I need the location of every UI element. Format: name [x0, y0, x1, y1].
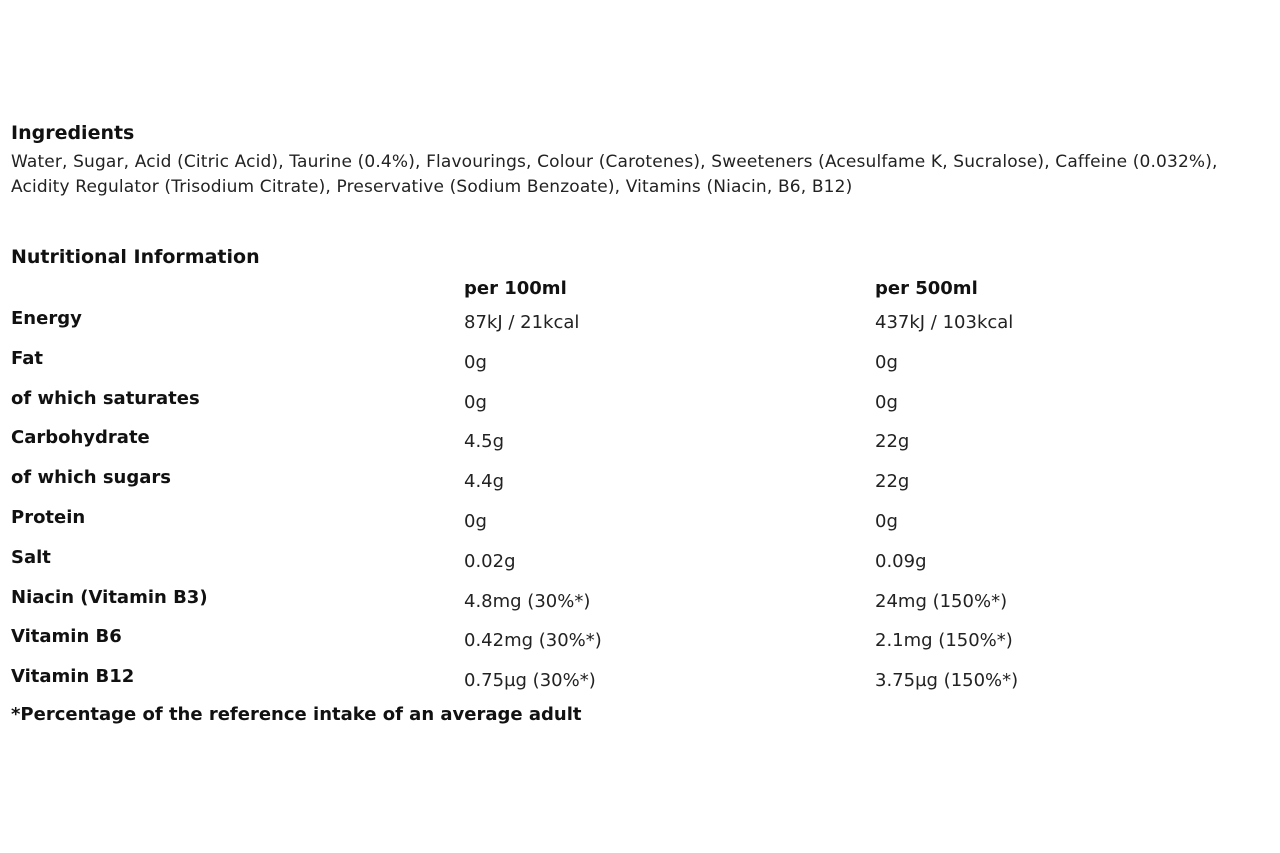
ingredients-text: Water, Sugar, Acid (Citric Acid), Taurine (0.4%), Flavourings, Colour (Carotenes), Sweeteners (Acesulfame K, Sucralose), Caffeine (0.032%), Acidity Regulator (Trisodium Citrate), Preservative (Sodium Benzoate), Vitamins (Niacin, B6, B12): [11, 152, 1218, 197]
nutrition-table-body: [11, 308, 1111, 706]
nutrient-name: Fat: [11, 347, 43, 369]
value-per-500ml: 22g: [875, 471, 910, 493]
value-per-500ml: 22g: [875, 431, 910, 453]
nutrient-name: of which saturates: [11, 387, 200, 409]
value-per-100ml: 4.4g: [464, 471, 505, 493]
product-info-page: [11, 120, 1273, 728]
value-per-100ml: 0g: [464, 391, 487, 413]
nutrient-name: Niacin (Vitamin B3): [11, 586, 208, 608]
table-row: [11, 348, 1111, 388]
nutrition-table-header: [11, 274, 1111, 308]
nutrient-name: Protein: [11, 506, 86, 528]
table-row: [11, 388, 1111, 428]
value-per-100ml: 4.8mg (30%*): [464, 590, 591, 612]
header-row: [11, 274, 1111, 308]
nutrition-title: Nutritional Information: [11, 246, 260, 268]
value-per-100ml: 0g: [464, 510, 487, 532]
value-per-100ml: 0.75µg (30%*): [464, 670, 596, 692]
value-per-500ml: 2.1mg (150%*): [875, 630, 1013, 652]
value-per-100ml: 0g: [464, 351, 487, 373]
value-per-500ml: 0g: [875, 391, 898, 413]
table-row: [11, 626, 1111, 666]
table-row: [11, 547, 1111, 587]
nutrient-name: Salt: [11, 546, 51, 568]
table-row: [11, 507, 1111, 547]
header-per-100ml: per 100ml: [464, 278, 567, 299]
nutrient-name: Vitamin B6: [11, 626, 122, 648]
value-per-500ml: 0.09g: [875, 550, 927, 572]
ingredients-section: [11, 120, 1273, 200]
value-per-100ml: 4.5g: [464, 431, 505, 453]
value-per-500ml: 0g: [875, 351, 898, 373]
nutrient-name: Energy: [11, 308, 82, 329]
value-per-500ml: 3.75µg (150%*): [875, 670, 1019, 692]
nutrient-name: of which sugars: [11, 467, 171, 489]
value-per-500ml: 0g: [875, 510, 898, 532]
value-per-100ml: 0.02g: [464, 550, 516, 572]
nutrient-name: Carbohydrate: [11, 427, 150, 449]
value-per-100ml: 0.42mg (30%*): [464, 630, 602, 652]
value-per-500ml: 437kJ / 103kcal: [875, 312, 1014, 333]
header-per-500ml: per 500ml: [875, 278, 978, 299]
table-row: [11, 467, 1111, 507]
reference-intake-footnote: *Percentage of the reference intake of an average adult: [11, 703, 582, 725]
table-row: [11, 427, 1111, 467]
value-per-100ml: 87kJ / 21kcal: [464, 312, 580, 333]
table-row: [11, 308, 1111, 348]
table-row: [11, 587, 1111, 627]
nutrient-name: Vitamin B12: [11, 666, 135, 688]
header-nutrient: [11, 274, 464, 308]
table-row: [11, 666, 1111, 706]
nutrition-table: [11, 274, 1111, 706]
ingredients-title: Ingredients: [11, 122, 135, 144]
value-per-500ml: 24mg (150%*): [875, 590, 1008, 612]
nutrition-section: [11, 244, 1273, 728]
